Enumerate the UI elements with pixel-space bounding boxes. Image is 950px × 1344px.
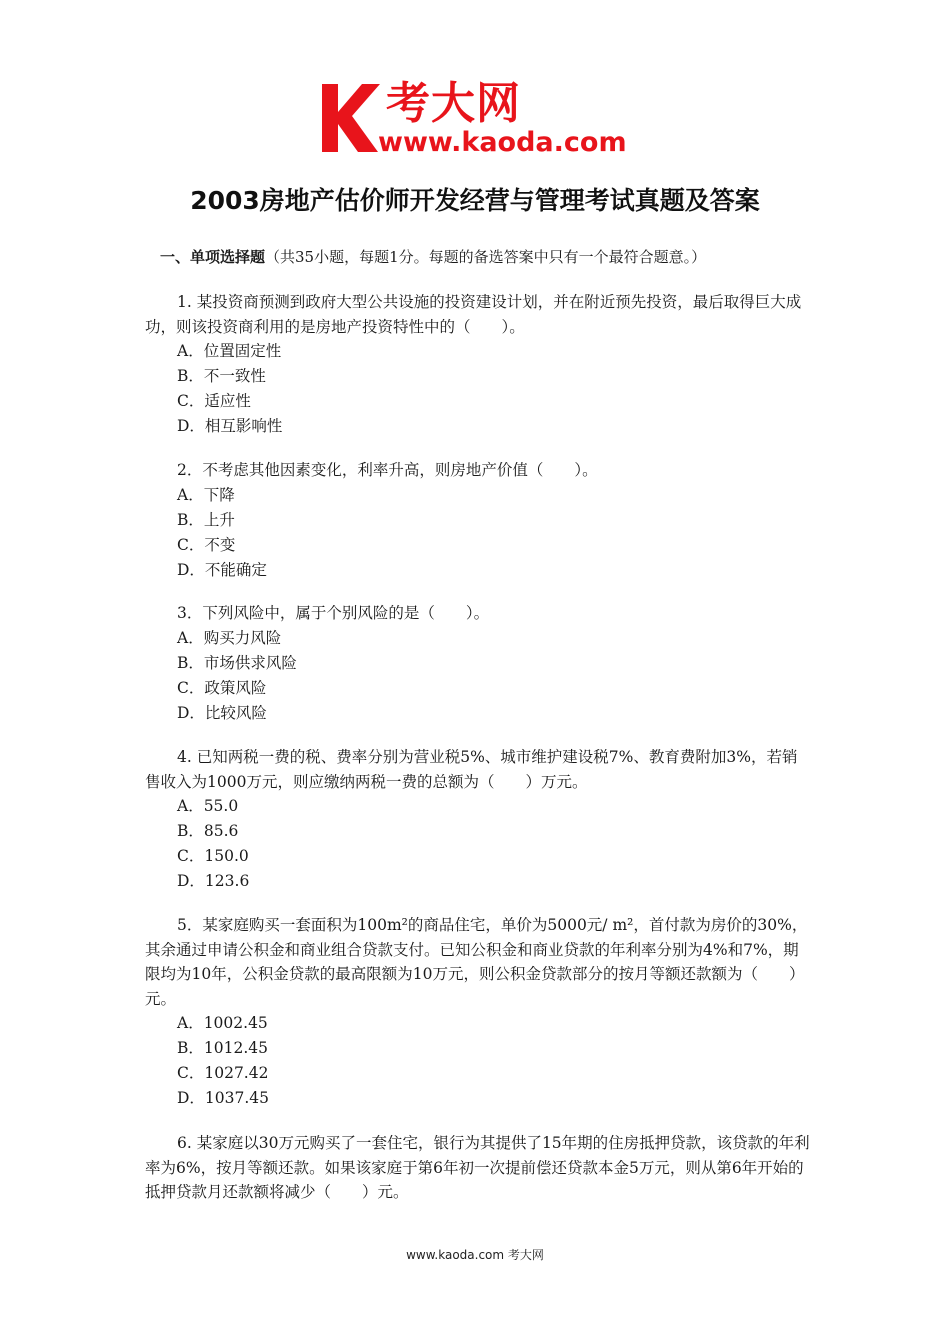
k-letter-icon (318, 78, 382, 158)
option-b: B．不一致性 (177, 367, 266, 385)
logo-url: www.kaoda.com (378, 127, 627, 158)
option-list (145, 483, 810, 583)
option-a: A．下降 (177, 485, 235, 504)
section-heading (160, 245, 860, 269)
option-d: D．不能确定 (177, 560, 267, 579)
question-4 (145, 745, 810, 894)
option-c: C．1027.42 (177, 1064, 269, 1082)
option-d: D．相互影响性 (177, 417, 283, 435)
option-c: C．政策风险 (177, 678, 267, 697)
page-title: 2003房地产估价师开发经营与管理考试真题及答案 (190, 186, 760, 215)
option-b: B．上升 (177, 510, 235, 529)
option-c: C．不变 (177, 535, 236, 554)
option-d: D．比较风险 (177, 703, 267, 722)
option-d: D．123.6 (177, 872, 250, 890)
question-3 (145, 601, 810, 726)
question-stem: 2．不考虑其他因素变化，利率升高，则房地产价值（ ）。 (177, 461, 598, 479)
option-a: A．1002.45 (177, 1014, 268, 1032)
question-5 (145, 913, 810, 1111)
option-list (145, 794, 810, 894)
page-footer: www.kaoda.com 考大网 (406, 1248, 544, 1262)
option-c: C．适应性 (177, 392, 251, 410)
site-logo (318, 78, 638, 162)
question-stem: 1. 某投资商预测到政府大型公共设施的投资建设计划，并在附近预先投资，最后取得巨大成功，则该投资商利用的是房地产投资特性中的（ ）。 (145, 293, 802, 336)
section-note: （共35小题，每题1分。每题的备选答案中只有一个最符合题意。） (265, 248, 707, 266)
option-b: B．1012.45 (177, 1039, 268, 1057)
option-list (145, 626, 810, 726)
question-stem: 3．下列风险中，属于个别风险的是（ ）。 (177, 604, 490, 622)
option-a: A．55.0 (177, 797, 239, 815)
option-list (145, 339, 810, 439)
question-2 (145, 458, 810, 583)
option-d: D．1037.45 (177, 1089, 270, 1107)
logo-chinese-name: 考大网 (386, 78, 521, 129)
section-label: 一、单项选择题 (160, 248, 266, 266)
option-list (145, 1011, 810, 1111)
question-1 (145, 290, 810, 439)
option-b: B．85.6 (177, 822, 239, 840)
option-a: A．位置固定性 (177, 342, 282, 360)
option-a: A．购买力风险 (177, 628, 282, 647)
question-stem: 4. 已知两税一费的税、费率分别为营业税5%、城市维护建设税7%、教育费附加3%，若销售收入为1000万元，则应缴纳两税一费的总额为（ ）万元。 (145, 748, 798, 791)
question-stem: 6. 某家庭以30万元购买了一套住宅，银行为其提供了15年期的住房抵押贷款，该贷款的年利率为6%，按月等额还款。如果该家庭于第6年初一次提前偿还贷款本金5万元，则从第6年开始的抵押贷款月还款额将减少（ ）元。 (145, 1134, 810, 1201)
option-c: C．150.0 (177, 847, 249, 865)
option-b: B．市场供求风险 (177, 653, 297, 672)
question-6 (145, 1131, 810, 1205)
question-stem: 5．某家庭购买一套面积为100m²的商品住宅，单价为5000元/ m²，首付款为房价的30%，其余通过申请公积金和商业组合贷款支付。已知公积金和商业贷款的年利率分别为4%和7%，期限均为10年，公积金贷款的最高限额为10万元，则公积金贷款部分的按月等额还款额为（ ）元。 (145, 916, 808, 1008)
